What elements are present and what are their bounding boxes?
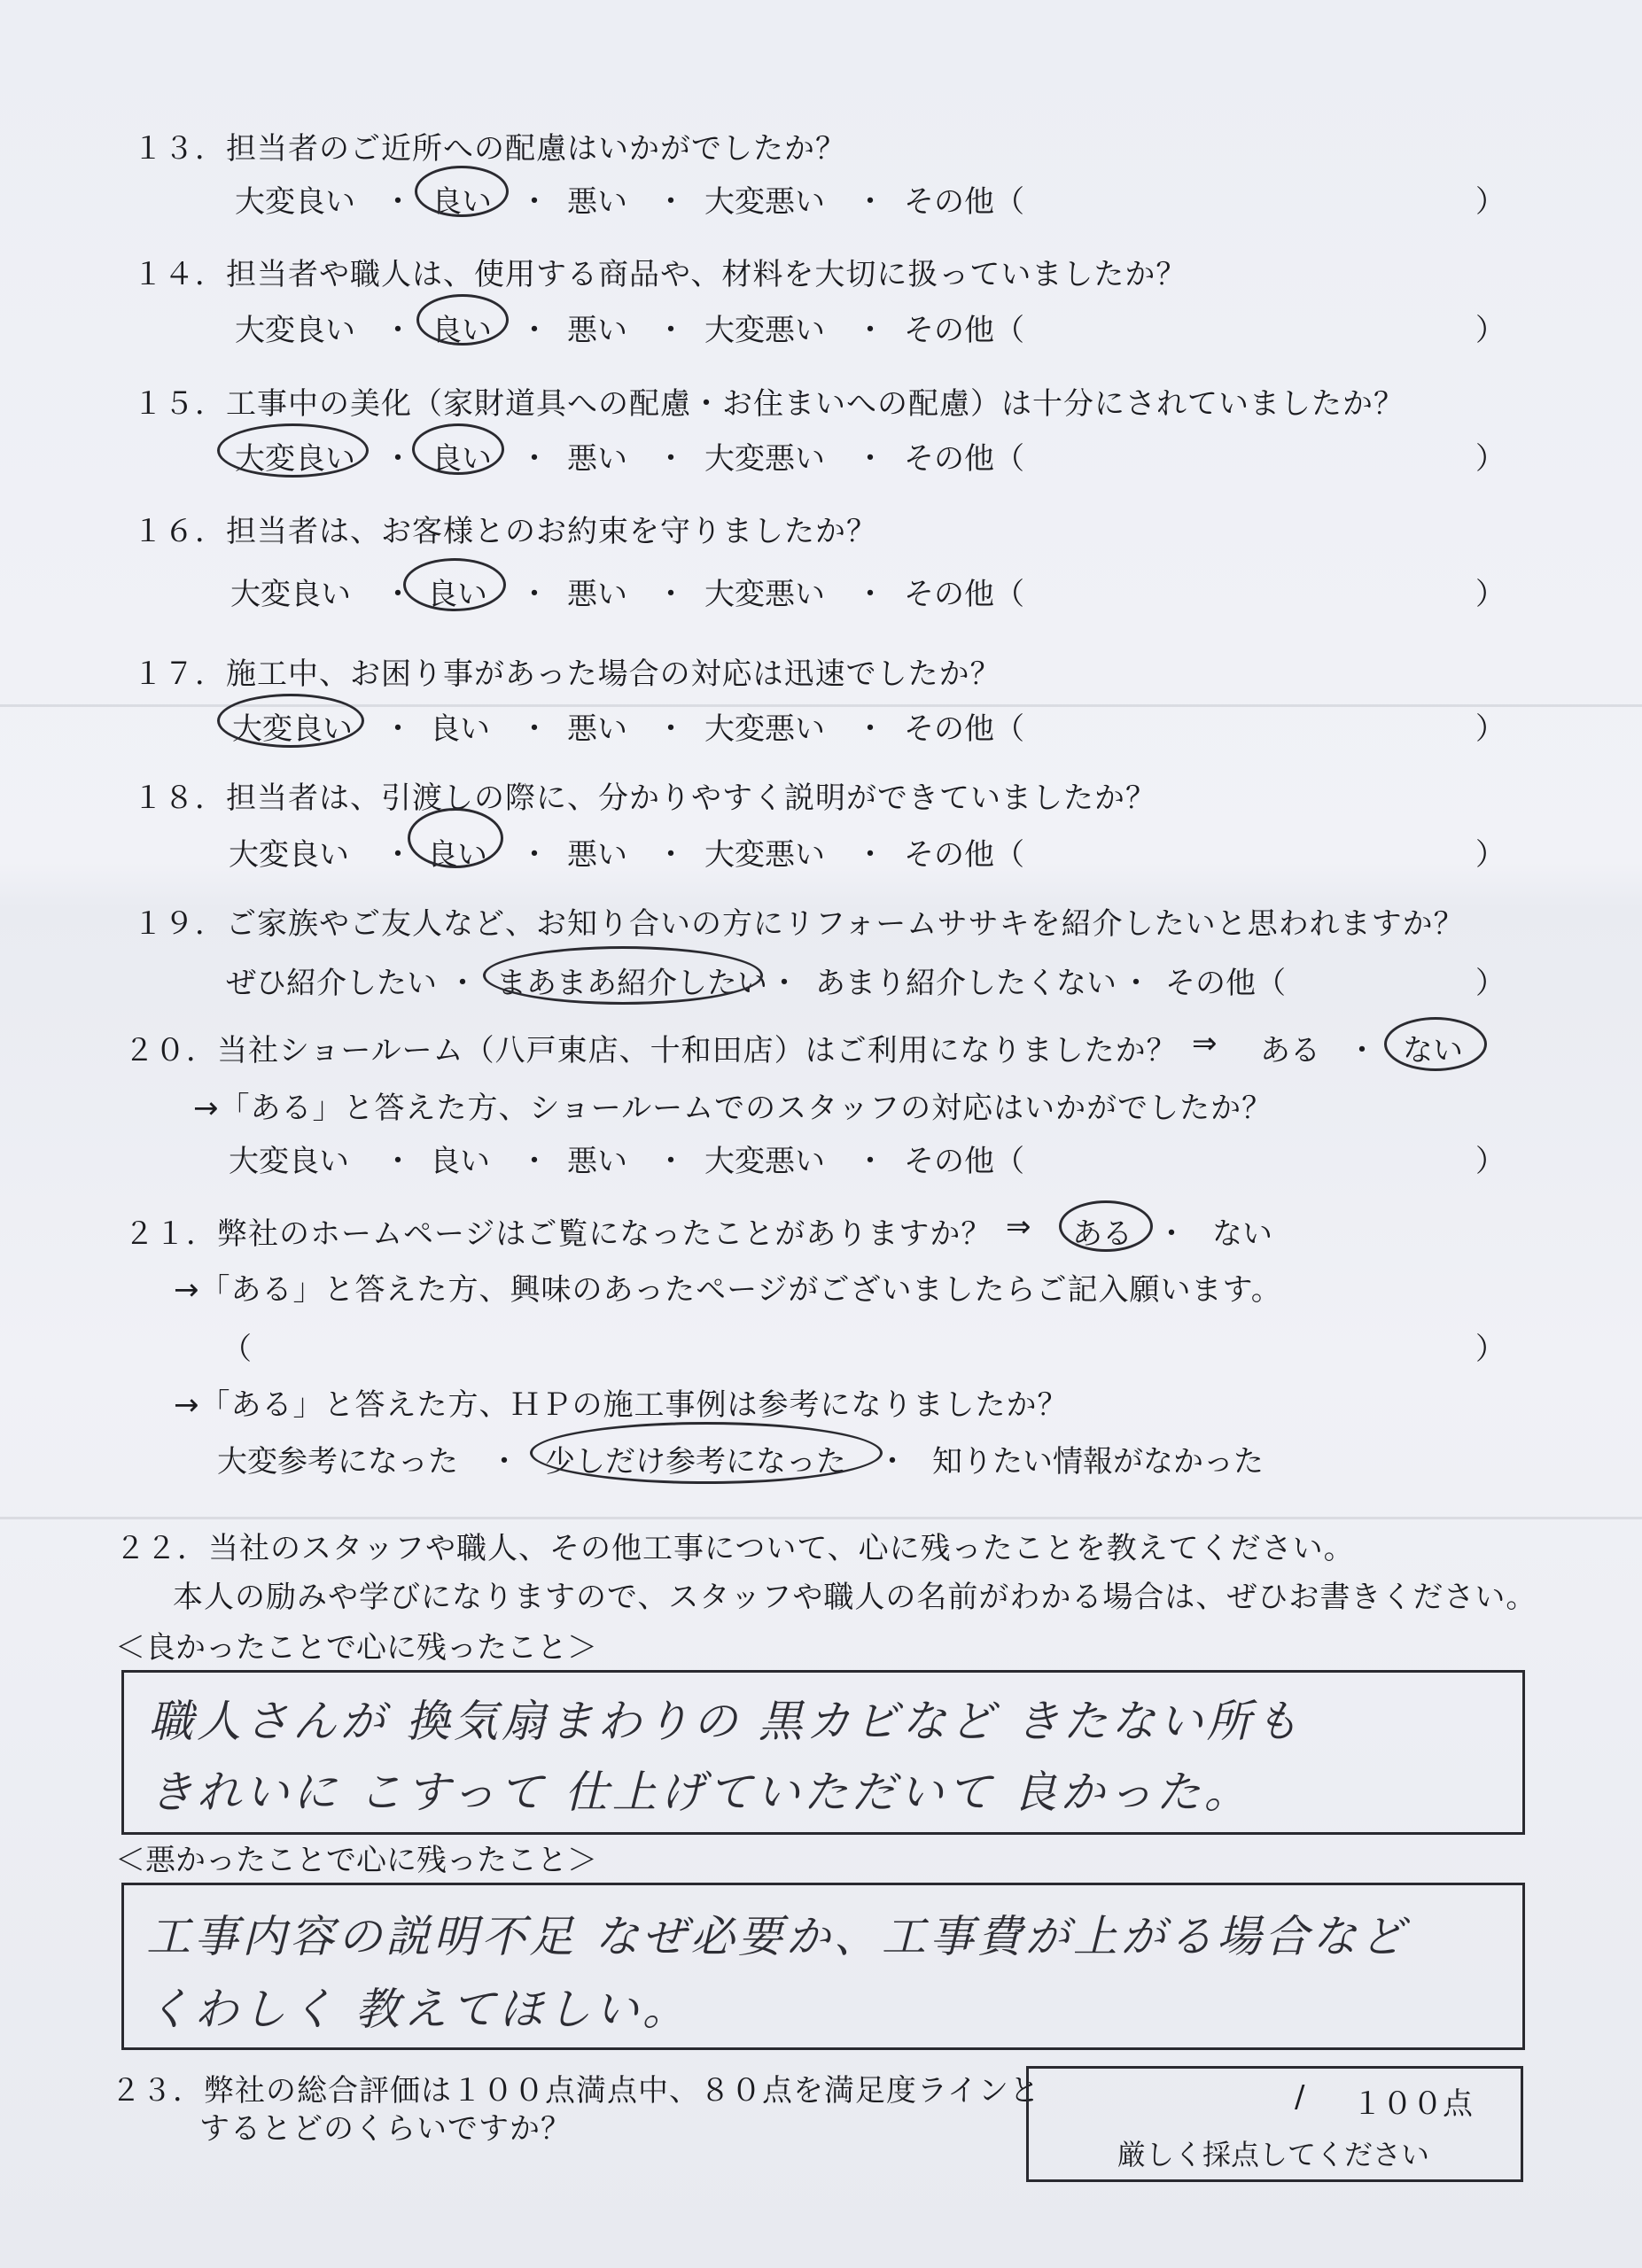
selection-circle bbox=[217, 423, 369, 478]
q22-line2: 本人の励みや学びになりますので、スタッフや職人の名前がわかる場合は、ぜひお書きください。 bbox=[173, 1580, 1537, 1615]
separator: ・ bbox=[656, 577, 686, 612]
q18-option-other[interactable]: その他（ bbox=[904, 837, 1024, 873]
q18-option-good[interactable]: 良い bbox=[427, 837, 487, 873]
separator: ・ bbox=[769, 966, 799, 1001]
q17-question: １７．施工中、お困り事があった場合の対応は迅速でしたか？ bbox=[133, 656, 1001, 692]
separator: ・ bbox=[656, 184, 686, 220]
separator: ・ bbox=[519, 441, 549, 477]
separator: ・ bbox=[519, 1144, 549, 1179]
close-paren: ） bbox=[1475, 577, 1506, 612]
good-comment-box[interactable] bbox=[121, 1670, 1525, 1835]
q16-option-good[interactable]: 良い bbox=[427, 577, 487, 612]
q15-option-good[interactable]: 良い bbox=[432, 441, 492, 477]
q17-option-very-good[interactable]: 大変良い bbox=[232, 711, 353, 747]
separator: ・ bbox=[1156, 1216, 1187, 1252]
q13-question: １３．担当者のご近所への配慮はいかがでしたか？ bbox=[133, 131, 846, 167]
good-section-label: ＜良かったことで心に残ったこと＞ bbox=[115, 1630, 597, 1666]
separator: ・ bbox=[519, 184, 549, 220]
separator: ・ bbox=[855, 313, 885, 348]
bad-section-label: ＜悪かったことで心に残ったこと＞ bbox=[115, 1843, 597, 1878]
q20-option-bad[interactable]: 悪い bbox=[567, 1144, 627, 1179]
q17-option-other[interactable]: その他（ bbox=[904, 711, 1024, 747]
close-paren: ） bbox=[1475, 1144, 1506, 1179]
q16-question: １６．担当者は、お客様とのお約束を守りましたか？ bbox=[133, 514, 877, 549]
q19-option-not-really[interactable]: あまり紹介したくない bbox=[815, 966, 1117, 1001]
q18-option-bad[interactable]: 悪い bbox=[567, 837, 627, 873]
q14-option-bad[interactable]: 悪い bbox=[567, 313, 627, 348]
separator: ・ bbox=[383, 711, 413, 747]
q17-option-good[interactable]: 良い bbox=[430, 711, 490, 747]
q20-option-no[interactable]: ない bbox=[1403, 1033, 1463, 1068]
separator: ・ bbox=[383, 184, 413, 220]
q20-sub-question: →「ある」と答えた方、ショールームでのスタッフの対応はいかがでしたか？ bbox=[193, 1091, 1273, 1126]
q15-question: １５．工事中の美化（家財道具への配慮・お住まいへの配慮）は十分にされていましたか？ bbox=[133, 386, 1405, 422]
q14-option-good[interactable]: 良い bbox=[432, 313, 492, 348]
bad-comment-line1: 工事内容の説明不足 なぜ必要か、工事費が上がる場合など bbox=[146, 1911, 1408, 1962]
separator: ・ bbox=[855, 1144, 885, 1179]
q13-option-good[interactable]: 良い bbox=[432, 184, 492, 220]
separator: ・ bbox=[383, 441, 413, 477]
separator: ・ bbox=[447, 966, 478, 1001]
close-paren: ） bbox=[1475, 711, 1506, 747]
score-total: １００点 bbox=[1352, 2086, 1473, 2122]
close-paren: ） bbox=[1475, 1332, 1506, 1367]
separator: ・ bbox=[489, 1444, 519, 1480]
close-paren: ） bbox=[1475, 966, 1506, 1001]
q22-line1: ２２．当社のスタッフや職人、その他工事について、心に残ったことを教えてください。 bbox=[115, 1531, 1355, 1566]
selection-circle bbox=[1384, 1017, 1487, 1071]
q15-option-very-bad[interactable]: 大変悪い bbox=[704, 441, 825, 477]
score-note: 厳しく採点してください bbox=[1117, 2138, 1430, 2171]
q14-question: １４．担当者や職人は、使用する商品や、材料を大切に扱っていましたか？ bbox=[133, 257, 1187, 292]
separator: ・ bbox=[877, 1444, 907, 1480]
q18-option-very-bad[interactable]: 大変悪い bbox=[704, 837, 825, 873]
open-paren: （ bbox=[222, 1332, 252, 1367]
q14-option-very-good[interactable]: 大変良い bbox=[235, 313, 355, 348]
paper-fold bbox=[0, 1517, 1642, 1519]
q20-option-very-good[interactable]: 大変良い bbox=[229, 1144, 349, 1179]
selection-circle bbox=[217, 694, 364, 748]
separator: ・ bbox=[855, 441, 885, 477]
q19-option-somewhat[interactable]: まあまあ紹介したい bbox=[496, 966, 767, 1001]
q21-question: ２１．弊社のホームページはご覧になったことがありますか？ bbox=[124, 1216, 992, 1252]
q13-option-bad[interactable]: 悪い bbox=[567, 184, 627, 220]
close-paren: ） bbox=[1475, 837, 1506, 873]
q15-option-very-good[interactable]: 大変良い bbox=[235, 441, 355, 477]
q20-option-good[interactable]: 良い bbox=[430, 1144, 490, 1179]
bad-comment-line2: くわしく 教えてほしい。 bbox=[146, 1984, 690, 2035]
q16-option-other[interactable]: その他（ bbox=[904, 577, 1024, 612]
selection-circle bbox=[483, 946, 763, 1005]
separator: ・ bbox=[1121, 966, 1151, 1001]
separator: ・ bbox=[519, 577, 549, 612]
selection-circle bbox=[530, 1422, 883, 1484]
separator: ・ bbox=[656, 711, 686, 747]
separator: ・ bbox=[519, 711, 549, 747]
separator: ・ bbox=[855, 184, 885, 220]
separator: ・ bbox=[656, 837, 686, 873]
separator: ・ bbox=[855, 577, 885, 612]
q17-option-very-bad[interactable]: 大変悪い bbox=[704, 711, 825, 747]
selection-circle bbox=[412, 423, 504, 475]
q13-option-other[interactable]: その他（ bbox=[904, 184, 1024, 220]
separator: ・ bbox=[656, 313, 686, 348]
close-paren: ） bbox=[1475, 441, 1506, 477]
q21-option-yes[interactable]: ある bbox=[1072, 1216, 1132, 1252]
close-paren: ） bbox=[1475, 184, 1506, 220]
separator: ・ bbox=[656, 441, 686, 477]
bad-comment-box[interactable] bbox=[121, 1883, 1525, 2050]
q17-option-bad[interactable]: 悪い bbox=[567, 711, 627, 747]
q21-option-very-helpful[interactable]: 大変参考になった bbox=[217, 1444, 458, 1480]
separator: ・ bbox=[383, 313, 413, 348]
q21-sub1: →「ある」と答えた方、興味のあったページがございましたらご記入願います。 bbox=[174, 1272, 1282, 1308]
q23-line1: ２３．弊社の総合評価は１００点満点中、８０点を満足度ラインと bbox=[111, 2073, 1040, 2109]
close-paren: ） bbox=[1475, 313, 1506, 348]
separator: ・ bbox=[855, 837, 885, 873]
q20-option-yes[interactable]: ある bbox=[1260, 1033, 1320, 1068]
q16-option-bad[interactable]: 悪い bbox=[567, 577, 627, 612]
separator: ・ bbox=[656, 1144, 686, 1179]
q14-option-other[interactable]: その他（ bbox=[904, 313, 1024, 348]
q21-sub2: →「ある」と答えた方、ＨＰの施工事例は参考になりましたか？ bbox=[174, 1387, 1069, 1423]
q15-option-bad[interactable]: 悪い bbox=[567, 441, 627, 477]
separator: ・ bbox=[855, 711, 885, 747]
selection-circle bbox=[408, 808, 503, 868]
separator: ・ bbox=[383, 577, 413, 612]
selection-circle bbox=[1059, 1200, 1153, 1252]
q19-option-definitely[interactable]: ぜひ紹介したい bbox=[226, 966, 437, 1001]
q20-question: ２０．当社ショールーム（八戸東店、十和田店）はご利用になりましたか？ bbox=[124, 1033, 1178, 1068]
score-box[interactable] bbox=[1026, 2066, 1523, 2182]
q23-line2: するとどのくらいですか？ bbox=[199, 2111, 572, 2147]
q15-option-other[interactable]: その他（ bbox=[904, 441, 1024, 477]
q20-option-other[interactable]: その他（ bbox=[904, 1144, 1024, 1179]
arrow-icon: ⇒ bbox=[1192, 1026, 1218, 1061]
q18-option-very-good[interactable]: 大変良い bbox=[229, 837, 349, 873]
separator: ・ bbox=[383, 1144, 413, 1179]
q16-option-very-bad[interactable]: 大変悪い bbox=[704, 577, 825, 612]
separator: ・ bbox=[383, 837, 413, 873]
selection-circle bbox=[415, 166, 509, 217]
separator: ・ bbox=[519, 313, 549, 348]
q20-option-very-bad[interactable]: 大変悪い bbox=[704, 1144, 825, 1179]
q21-option-somewhat-helpful[interactable]: 少しだけ参考になった bbox=[545, 1444, 846, 1480]
good-comment-line2: きれいに こすって 仕上げていただいて 良かった。 bbox=[149, 1767, 1252, 1818]
selection-circle bbox=[403, 558, 506, 611]
q14-option-very-bad[interactable]: 大変悪い bbox=[704, 313, 825, 348]
arrow-icon: ⇒ bbox=[1006, 1209, 1031, 1245]
q13-option-very-bad[interactable]: 大変悪い bbox=[704, 184, 825, 220]
good-comment-line1: 職人さんが 換気扇まわりの 黒カビなど きたない所も bbox=[149, 1696, 1303, 1747]
separator: ・ bbox=[1347, 1033, 1377, 1068]
q19-question: １９．ご家族やご友人など、お知り合いの方にリフォームササキを紹介したいと思われますか？ bbox=[133, 906, 1465, 942]
selection-circle bbox=[416, 294, 509, 346]
q16-option-very-good[interactable]: 大変良い bbox=[230, 577, 351, 612]
q19-option-other[interactable]: その他（ bbox=[1165, 966, 1286, 1001]
q21-option-no[interactable]: ない bbox=[1212, 1216, 1272, 1252]
q18-question: １８．担当者は、引渡しの際に、分かりやすく説明ができていましたか？ bbox=[133, 781, 1156, 816]
score-slash: / bbox=[1295, 2079, 1305, 2115]
q13-option-very-good[interactable]: 大変良い bbox=[235, 184, 355, 220]
separator: ・ bbox=[519, 837, 549, 873]
q21-option-no-info[interactable]: 知りたい情報がなかった bbox=[932, 1444, 1264, 1480]
